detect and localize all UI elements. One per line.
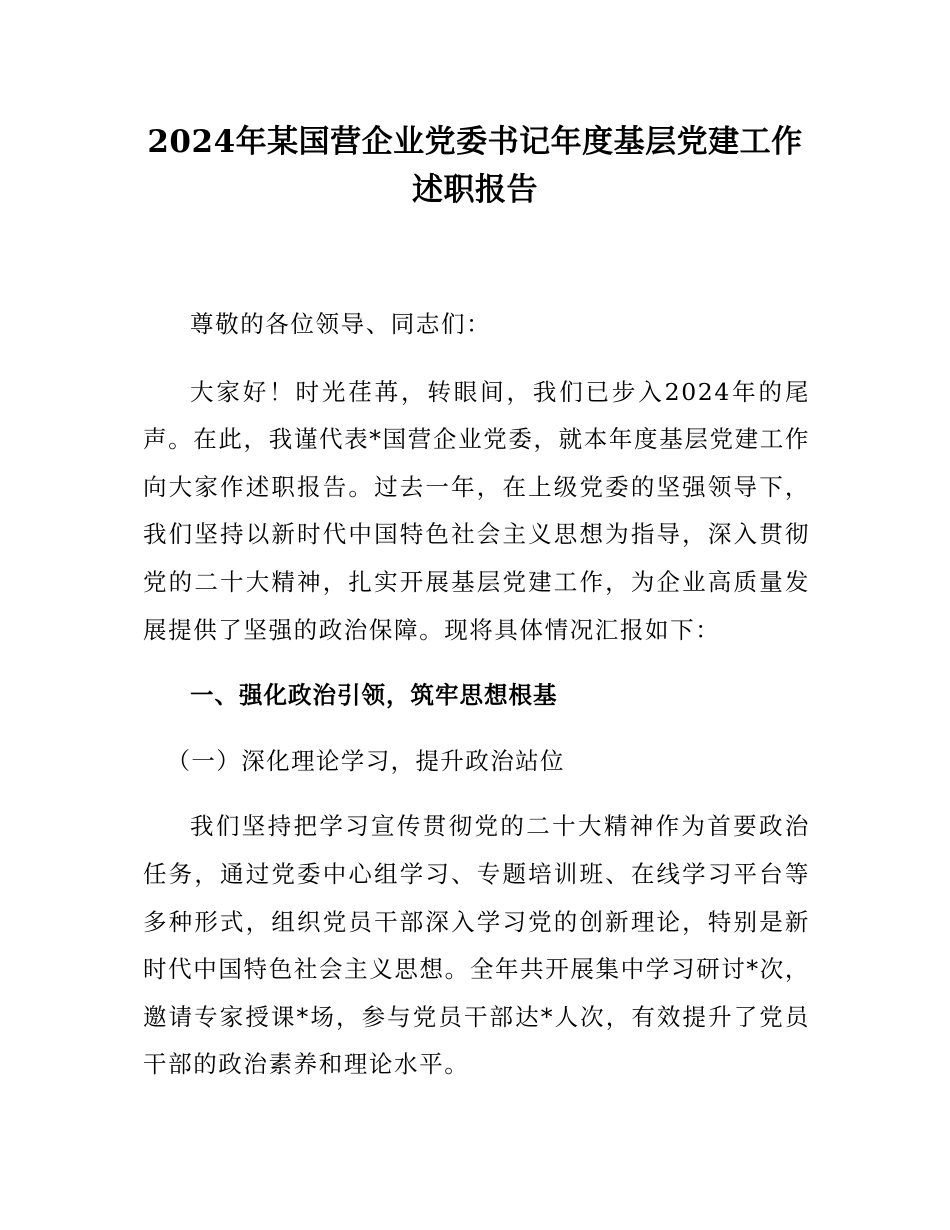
greeting-paragraph: 尊敬的各位领导、同志们： <box>190 310 492 338</box>
document-title: 2024年某国营企业党委书记年度基层党建工作述职报告 <box>147 124 803 208</box>
intro-paragraph: 大家好！时光荏苒，转眼间，我们已步入2024年的尾声。在此，我谨代表*国营企业党委，就本年度基层党建工作向大家作述职报告。过去一年，在上级党委的坚强领导下，我们坚持以新时代中国特色社会主义思想为指导，深入贯彻党的二十大精神，扎实开展基层党建工作，为企业高质量发展提供了坚强的政治保障。现将具体情况汇报如下： <box>143 377 810 644</box>
section-heading: 一、强化政治引领，筑牢思想根基 <box>190 681 558 710</box>
subsection-paragraph: 我们坚持把学习宣传贯彻党的二十大精神作为首要政治任务，通过党委中心组学习、专题培训班、在线学习平台等多种形式，组织党员干部深入学习党的创新理论，特别是新时代中国特色社会主义思想。全年共开展集中学习研讨*次，邀请专家授课*场，参与党员干部达*人次，有效提升了党员干部的政治素养和理论水平。 <box>143 812 810 1079</box>
document-body <box>143 301 810 1107</box>
subsection-heading: （一）深化理论学习，提升政治站位 <box>166 746 565 775</box>
